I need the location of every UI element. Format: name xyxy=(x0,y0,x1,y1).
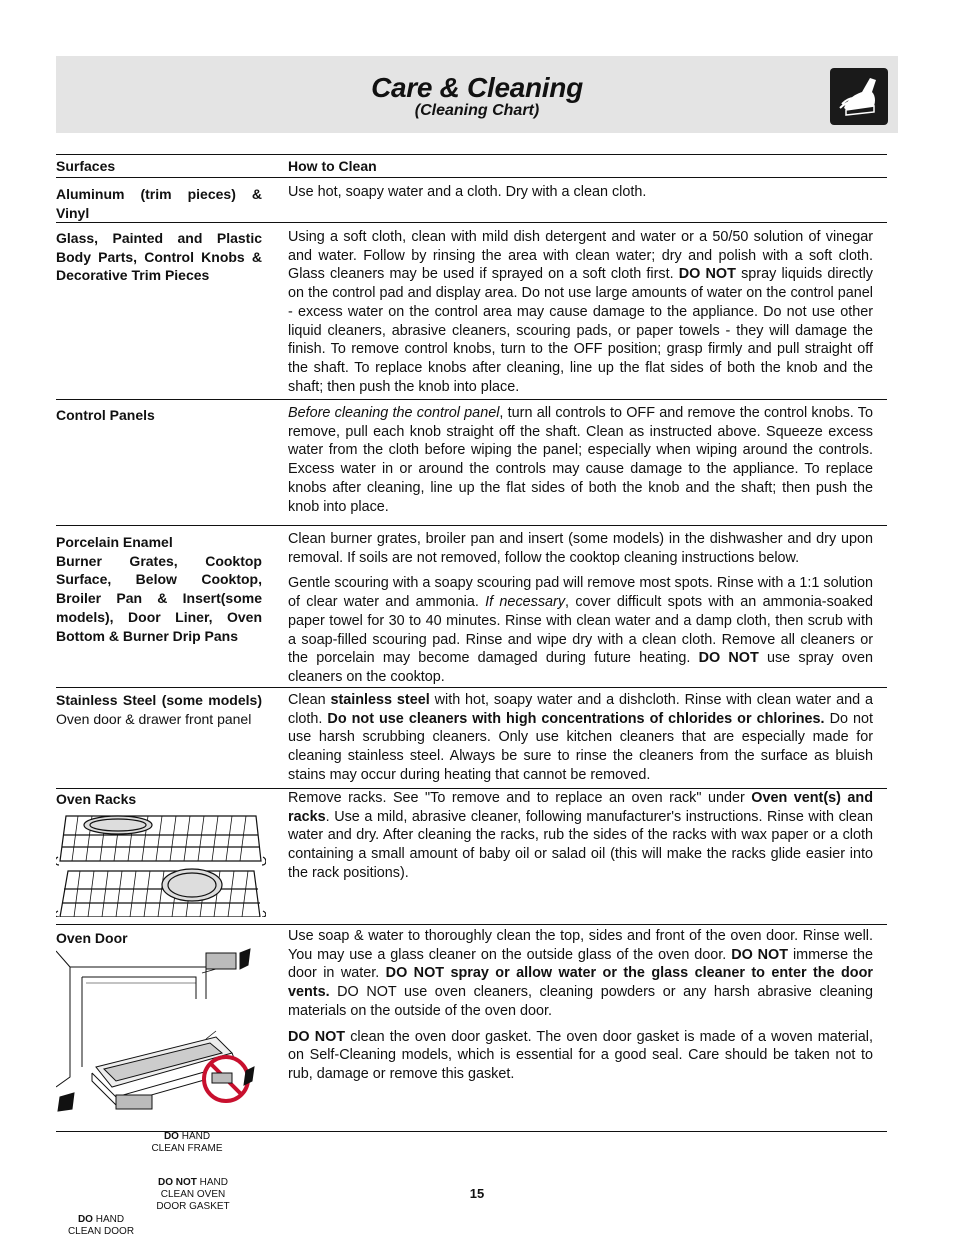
table-row xyxy=(56,789,887,925)
how-cell: Use soap & water to thoroughly clean the top, sides and front of the oven door. Rinse well. You may use a glass cleaner on the outside glass of the oven door. DO NOT immerse the door in water. DO NOT spray or allow water or the glass cleaner to enter the door vents. DO NOT use oven cleaners, cleaning powders or any harsh abrasive cleaning materials on the outside of the oven door. DO NOT clean the oven door gasket. The oven door gasket is made of a woven material, on Self-Cleaning models, which is essential for a good seal. Care should be taken not to rub, damage or remove this gasket. xyxy=(288,928,874,1082)
how-cell: Clean stainless steel with hot, soapy water and a dishcloth. Rinse with clean water and a cloth. Do not use cleaners with high concentrations of chlorides or chlorines. Do not use harsh scrubbing cleaners. Only use kitchen cleaners that are especially made for cleaning stainless steel. Always be sure to rinse the cleaners from the surface as bluish stains may occur during heating that cannot be removed. xyxy=(288,692,873,783)
surface-cell: Porcelain Enamel Burner Grates, Cooktop Surface, Below Cooktop, Broiler Pan & Insert(some models), Door Liner, Oven Bottom & Burner Drip Pans xyxy=(56,534,262,644)
table-row xyxy=(56,400,887,526)
oven-door-illustration xyxy=(56,947,266,1127)
surface-cell: Oven Door xyxy=(56,930,128,946)
table-row xyxy=(56,688,887,789)
label-do-hand-clean-door: DO HAND CLEAN DOOR xyxy=(67,1214,135,1237)
surface-cell: Oven Racks xyxy=(56,791,137,807)
surface-cell: Control Panels xyxy=(56,407,155,423)
page-subtitle: (Cleaning Chart) xyxy=(414,102,540,119)
how-cell: Use hot, soapy water and a cloth. Dry with a clean cloth. xyxy=(288,184,647,200)
page-title: Care & Cleaning xyxy=(371,72,583,103)
table-row xyxy=(56,223,887,400)
table-header xyxy=(56,154,887,178)
hand-cleaning-icon xyxy=(830,68,888,125)
table-row xyxy=(56,177,887,223)
label-do-hand-clean-frame: DO HAND CLEAN FRAME xyxy=(151,1131,223,1154)
surface-cell: Glass, Painted and Plastic Body Parts, Control Knobs & Decorative Trim Pieces xyxy=(56,230,262,284)
how-cell: Using a soft cloth, clean with mild dish detergent and water or a 50/50 solution of vinegar and water. Follow by rinsing the area with clean water; dry and polish with a soft cloth. Glass cleaners may be used if sprayed on a soft cloth first. DO NOT spray liquids directly on the control pad and display area. Do not use large amounts of water on the control panel - excess water on the control area may cause damage to the appliance. Do not use other liquid cleaners, abrasive cleaners, scouring pads, or paper towels - they will damage the finish. To remove control knobs, turn to the OFF position; grasp firmly and pull straight off the shaft. To replace knobs after cleaning, line up the flat sides of both the knob and the shaft; then push the knob into place. xyxy=(288,229,873,395)
page-number: 15 xyxy=(469,1186,485,1201)
column-header-how: How to Clean xyxy=(288,158,377,174)
label-do-not-hand-clean-gasket: DO NOT HAND CLEAN OVEN DOOR GASKET xyxy=(156,1177,230,1212)
surface-cell: Stainless Steel (some models) Oven door & drawer front panel xyxy=(56,692,262,727)
how-cell: Before cleaning the control panel, turn all controls to OFF and remove the control knobs. To remove, pull each knob straight off the shaft. Clean as instructed above. Squeeze excess water from the cloth before wiping the panel; especially when wiping around the controls. Excess water in or around the controls may cause damage to the appliance. To replace knobs after cleaning, line up the flat sides of both the knob and the shaft; then push the knob into place. xyxy=(288,405,873,515)
table-row xyxy=(56,526,887,688)
how-cell: Remove racks. See "To remove and to replace an oven rack" under Oven vent(s) and racks. Use a mild, abrasive cleaner, following manufacturer's instructions. Rinse with clean water and dry. After cleaning the racks, rub the sides of the racks with wax paper or a cloth containing a small amount of baby oil or salad oil (this will make the racks glide easier into the rack positions). xyxy=(288,790,873,881)
surface-cell: Aluminum (trim pieces) & Vinyl xyxy=(56,186,262,221)
how-cell: Clean burner grates, broiler pan and insert (some models) in the dishwasher and dry upon removal. If soils are not removed, follow the cooktop cleaning instructions below. Gentle scouring with a soapy scouring pad will remove most spots. Rinse with a 1:1 solution of clear water and ammonia. If necessary, cover difficult spots with an ammonia-soaked paper towel for 30 to 40 minutes. Rinse with clean water and a damp cloth, then scrub with a soap-filled scouring pad. Rinse and wipe dry with a clean cloth. Remove all cleaners or the porcelain may become damaged during future heating. DO NOT use spray oven cleaners on the cooktop. xyxy=(288,531,874,685)
column-header-surfaces: Surfaces xyxy=(56,158,116,174)
oven-racks-illustration xyxy=(56,813,266,917)
